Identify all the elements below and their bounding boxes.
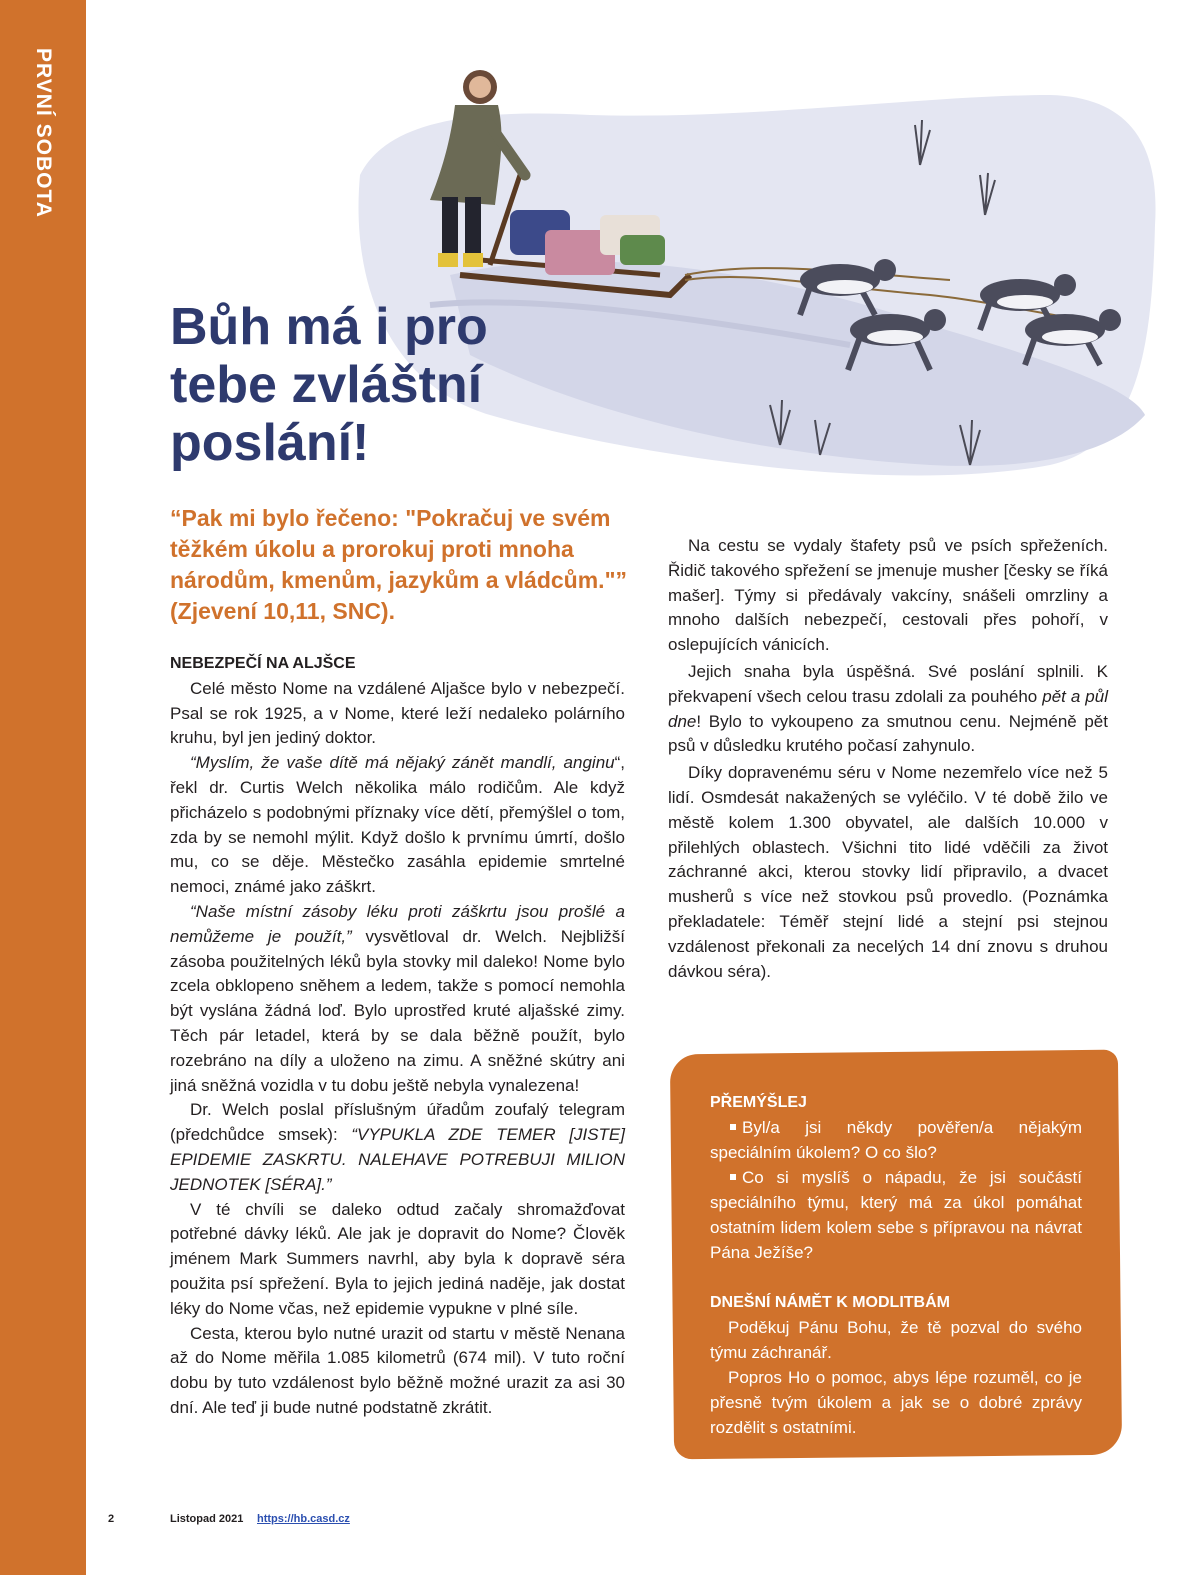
italic-quote: “Myslím, že vaše dítě má nějaký zánět mandlí, anginu [190,753,615,773]
paragraph: Dr. Welch poslal příslušným úřadům zoufalý telegram (předchůdce smsek): “VYPUKLA ZDE TEMER [JISTE] EPIDEMIE ZASKRTU. NALEHAVE POTREBUJI MILION JEDNOTEK [SÉRA].” [170,1100,625,1194]
page-number: 2 [108,1513,115,1525]
paragraph: Na cestu se vydaly štafety psů ve psích spřeženích. Řidič takového spřežení se jmenuje musher [česky se říká mašer]. Týmy si předávaly vakcíny, snášeli omrzliny a mnoho dalších nebezpečí, cestovali přes pohoří, v oslepujících vánicích. [668,536,1108,655]
italic-quote: “Naše místní zásoby léku proti záškrtu jsou prošlé a nemůžeme je použít,” [170,901,625,946]
prayer-text: Popros Ho o pomoc, abys lépe rozuměl, co je přesně tvým úkolem a jak se o dobré zprávy rozdělit s ostatními. [710,1368,1082,1437]
paragraph: Cesta, kterou bylo nutné urazit od startu v městě Nenana až do Nome měřila 1.085 kilometrů (674 mil). V tuto roční dobu by tuto vzdálenost bylo běžně možné urazit za asi 30 dní. Ale teď ji bude nutné podstatně zkrátit. [170,1323,625,1417]
bullet-icon [730,1124,736,1130]
article-title: Bůh má i pro tebe zvláštní poslání! [170,298,488,472]
paragraph: Jejich snaha byla úspěšná. Své poslání splnili. K překvapení všech celou trasu zdolali za pouhého pět a půl dne! Bylo to vykoupeno za smutnou cenu. Nejméně pět psů v důsledku krutého počasí zahynulo. [668,661,1108,756]
bullet-icon [730,1174,736,1180]
left-column [170,652,625,1421]
paragraph: Celé město Nome na vzdálené Aljašce bylo v nebezpečí. Psal se rok 1925, a v Nome, které leží nedaleko polárního kruhu, byl jen jediný doktor. [170,678,625,748]
prayer-text: Poděkuj Pánu Bohu, že tě pozval do svého týmu záchranář. [710,1318,1082,1362]
reflect-question: Byl/a jsi někdy pověřen/a nějakým speciálním úkolem? O co šlo? [710,1118,1082,1162]
paragraph: V té chvíli se daleko odtud začaly shromažďovat potřebné dávky léků. Ale jak je dopravit do Nome? Člověk jménem Mark Summers navrhl, aby byla k dopravě séra použita psí spřežení. Byla to jejich jediná naděje, jak dostat léky do Nome včas, než epidemie vypukne v plné síle. [170,1199,625,1318]
section-label: PRVNÍ SOBOTA [32,48,55,218]
reflect-box-content [710,1090,1082,1440]
section-heading: NEBEZPEČÍ NA ALJŠCE [170,655,356,672]
footer-link-wrap [257,1513,350,1525]
paragraph: “Myslím, že vaše dítě má nějaký zánět mandlí, anginu“, řekl dr. Curtis Welch několika málo rodičům. Ale když přicházelo s podobnými příznaky více dětí, přemýšlel o tom, zda by se nemohl mýlit. Když došlo k prvnímu úmrtí, došlo mu, co se děje. Městečko zasáhla epidemie smrtelné nemoci, známé jako záškrt. [170,753,625,897]
prayer-heading: DNEŠNÍ NÁMĚT K MODLITBÁM [710,1294,950,1311]
reflect-question: Co si myslíš o nápadu, že jsi součástí speciálního týmu, který má za úkol pomáhat ostatním lidem kolem sebe s přípravou na návrat Pána Ježíše? [710,1168,1082,1262]
bible-quote: “Pak mi bylo řečeno: "Pokračuj ve svém těžkém úkolu a prorokuj proti mnoha národům, kmenům, jazykům a vládcům."” (Zjevení 10,11, SNC). [170,505,627,624]
paragraph: Díky dopravenému séru v Nome nezemřelo více než 5 lidí. Osmdesát nakažených se vyléčilo. V té době žilo ve městě kolem 1.300 obyvatel, ale dalších 10.000 v přilehlých oblastech. Všichni tito lidé vděčili za život záchranné akci, kterou stovky lidí připravilo, a dvacet musherů s více než stovkou psů provedlo. (Poznámka překladatele: Téměř stejní lidé a stejní psi stejnou vzdálenost překonali za necelých 14 dní znovu s druhou dávkou séra). [668,763,1108,981]
website-link[interactable]: https://hb.casd.cz [257,1513,350,1525]
issue-date: Listopad 2021 [170,1513,244,1525]
paragraph: “Naše místní zásoby léku proti záškrtu jsou prošlé a nemůžeme je použít,” vysvětloval dr. Welch. Nejbližší zásoba použitelných léků byla stovky mil daleko! Nome bylo zcela obklopeno sněhem a ledem, takže s pomocí nemohla být vyslána žádná loď. Bylo uprostřed kruté aljašské zimy. Těch pár letadel, která by se dala běžně použít, bylo rozebráno na díly a uloženo na zimu. A sněžné skútry ani jiná sněžná vozidla v tu dobu ještě nebyla vynalezena! [170,901,625,1095]
italic-phrase: pět a půl dne [668,686,1108,731]
right-column [668,534,1108,986]
reflect-heading: PŘEMÝŠLEJ [710,1094,807,1111]
telegram-text: “VYPUKLA ZDE TEMER [JISTE] EPIDEMIE ZASKRTU. NALEHAVE POTREBUJI MILION JEDNOTEK [SÉRA].” [170,1125,625,1194]
